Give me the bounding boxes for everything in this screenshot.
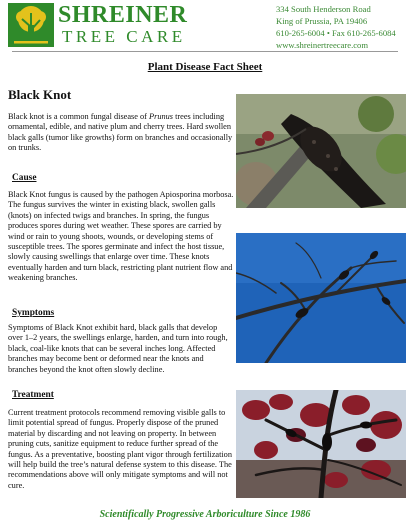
phone-fax: 610-265-6004 • Fax 610-265-6084	[276, 28, 396, 38]
brand-subtitle: TREE CARE	[62, 27, 186, 46]
symptoms-paragraph: Symptoms of Black Knot exhibit hard, black galls that develop over 1–2 years, the swellings enlarge, harden, and turn into rough, black, coal-like knots that can be several inches long. Affected branches may become bent or deformed near the knots and branches beyond the knot often slowly decline.	[8, 323, 228, 374]
company-logo	[8, 3, 54, 47]
intro-genus: Prunus	[149, 112, 173, 121]
photo-infected-tree	[236, 390, 406, 498]
brand-name: SHREINER	[58, 2, 188, 28]
treatment-paragraph: Current treatment protocols recommend removing visible galls to limit potential spread of fungus. Properly dispose of the pruned material by discarding and not leaving on property. In between pruning cuts, sanitize equipment to reduce further spread of the fungus. As a preventative, boosting plant vigor through fertilization will help build the tree’s natural defense system to this disease. The recommendations above will only mitigate symptoms and will not cure.	[8, 408, 232, 490]
address-street: 334 South Henderson Road	[276, 4, 371, 14]
cause-heading: Cause	[12, 173, 37, 183]
cause-paragraph: Black Knot fungus is caused by the pathogen Apiosporina morbosa. The fungus survives the winter in existing black, swollen galls (knots) on infected twigs and branches. In spring, the fungus produces spores during wet weather. These spores are carried by wind or rain to young shoots, wounds, or developing stems of susceptible trees. The spores germinate and infect the host tissue, slowly causing swellings that enlarge over time. These knots eventually harden and turn black, restricting plant nutrient flow and weakening branches.	[8, 190, 234, 283]
footer-tagline: Scientifically Progressive Arboriculture Since 1986	[99, 509, 311, 520]
photo-branches-sky	[236, 233, 406, 363]
intro-paragraph	[8, 112, 234, 154]
document-title: Plant Disease Fact Sheet	[147, 61, 263, 73]
treatment-heading: Treatment	[12, 390, 54, 400]
website-link[interactable]: www.shreinertreecare.com	[276, 40, 369, 50]
address-city: King of Prussia, PA 19406	[276, 16, 368, 26]
page-title: Black Knot	[8, 87, 72, 102]
intro-text-end: trees including ornamental, edible, and native plum and cherry trees. Hard swollen black galls (tumor like growths) form on branches and occasionally on trunks.	[8, 112, 233, 153]
header-divider	[12, 51, 398, 52]
intro-text-start: Black knot is a common fungal disease of	[8, 112, 150, 121]
photo-black-knot-closeup	[236, 94, 406, 208]
symptoms-heading: Symptoms	[12, 308, 55, 318]
contact-block	[276, 3, 396, 51]
